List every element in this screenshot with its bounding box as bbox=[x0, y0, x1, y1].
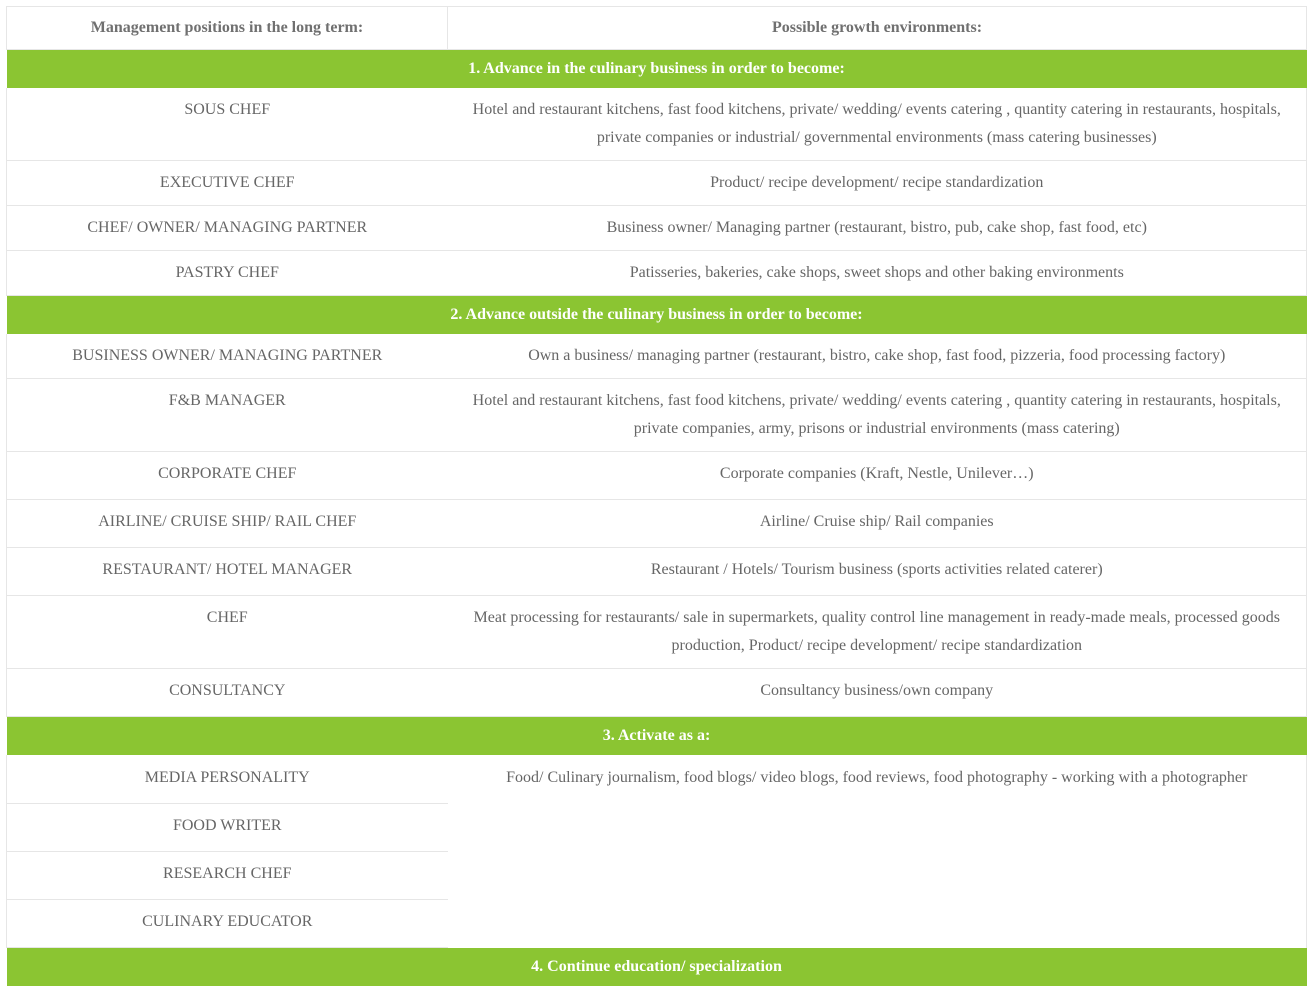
environment-cell: Business owner/ Managing partner (restaurant, bistro, pub, cake shop, fast food, etc) bbox=[448, 206, 1307, 251]
environment-cell: Consultancy business/own company bbox=[448, 669, 1307, 717]
environment-cell: Hotel and restaurant kitchens, fast food kitchens, private/ wedding/ events catering , quantity catering in restaurants, hospitals, private companies, army, prisons or industrial environments (mass catering) bbox=[448, 379, 1307, 452]
position-cell: CULINARY EDUCATOR bbox=[7, 900, 448, 948]
position-cell: CHEF/ OWNER/ MANAGING PARTNER bbox=[7, 206, 448, 251]
environment-cell: Corporate companies (Kraft, Nestle, Unilever…) bbox=[448, 452, 1307, 500]
section-title: 3. Activate as a: bbox=[7, 717, 1307, 756]
position-cell: CONSULTANCY bbox=[7, 669, 448, 717]
section-title: 2. Advance outside the culinary business in order to become: bbox=[7, 296, 1307, 335]
table-row bbox=[7, 500, 1307, 548]
position-cell: SOUS CHEF bbox=[7, 88, 448, 161]
table-header-row bbox=[7, 7, 1307, 50]
table-row bbox=[7, 161, 1307, 206]
position-cell: RESEARCH CHEF bbox=[7, 852, 448, 900]
section-header bbox=[7, 948, 1307, 986]
career-table bbox=[6, 6, 1307, 986]
environment-cell: Patisseries, bakeries, cake shops, sweet shops and other baking environments bbox=[448, 251, 1307, 296]
section-header bbox=[7, 717, 1307, 756]
table-row bbox=[7, 452, 1307, 500]
position-cell: EXECUTIVE CHEF bbox=[7, 161, 448, 206]
section-header bbox=[7, 50, 1307, 89]
table-row bbox=[7, 669, 1307, 717]
table-row bbox=[7, 251, 1307, 296]
environment-cell: Restaurant / Hotels/ Tourism business (sports activities related caterer) bbox=[448, 548, 1307, 596]
table-row bbox=[7, 206, 1307, 251]
environment-cell: Food/ Culinary journalism, food blogs/ video blogs, food reviews, food photography - working with a photographer bbox=[448, 755, 1307, 948]
section-header bbox=[7, 296, 1307, 335]
environment-cell: Hotel and restaurant kitchens, fast food kitchens, private/ wedding/ events catering , quantity catering in restaurants, hospitals, private companies or industrial/ governmental environments (mass catering businesses) bbox=[448, 88, 1307, 161]
header-environments: Possible growth environments: bbox=[448, 7, 1307, 50]
environment-cell: Product/ recipe development/ recipe standardization bbox=[448, 161, 1307, 206]
section-title: 4. Continue education/ specialization bbox=[7, 948, 1307, 986]
environment-cell: Own a business/ managing partner (restaurant, bistro, cake shop, fast food, pizzeria, food processing factory) bbox=[448, 334, 1307, 379]
environment-cell: Airline/ Cruise ship/ Rail companies bbox=[448, 500, 1307, 548]
table-row bbox=[7, 334, 1307, 379]
position-cell: MEDIA PERSONALITY bbox=[7, 755, 448, 804]
table-row bbox=[7, 755, 1307, 804]
position-cell: AIRLINE/ CRUISE SHIP/ RAIL CHEF bbox=[7, 500, 448, 548]
table-row bbox=[7, 548, 1307, 596]
header-positions: Management positions in the long term: bbox=[7, 7, 448, 50]
section-title: 1. Advance in the culinary business in order to become: bbox=[7, 50, 1307, 89]
position-cell: RESTAURANT/ HOTEL MANAGER bbox=[7, 548, 448, 596]
position-cell: PASTRY CHEF bbox=[7, 251, 448, 296]
position-cell: F&B MANAGER bbox=[7, 379, 448, 452]
table-row bbox=[7, 596, 1307, 669]
position-cell: FOOD WRITER bbox=[7, 804, 448, 852]
table-row bbox=[7, 88, 1307, 161]
table-row bbox=[7, 379, 1307, 452]
position-cell: BUSINESS OWNER/ MANAGING PARTNER bbox=[7, 334, 448, 379]
position-cell: CORPORATE CHEF bbox=[7, 452, 448, 500]
position-cell: CHEF bbox=[7, 596, 448, 669]
environment-cell: Meat processing for restaurants/ sale in supermarkets, quality control line management in ready-made meals, processed goods production, Product/ recipe development/ recipe standardization bbox=[448, 596, 1307, 669]
